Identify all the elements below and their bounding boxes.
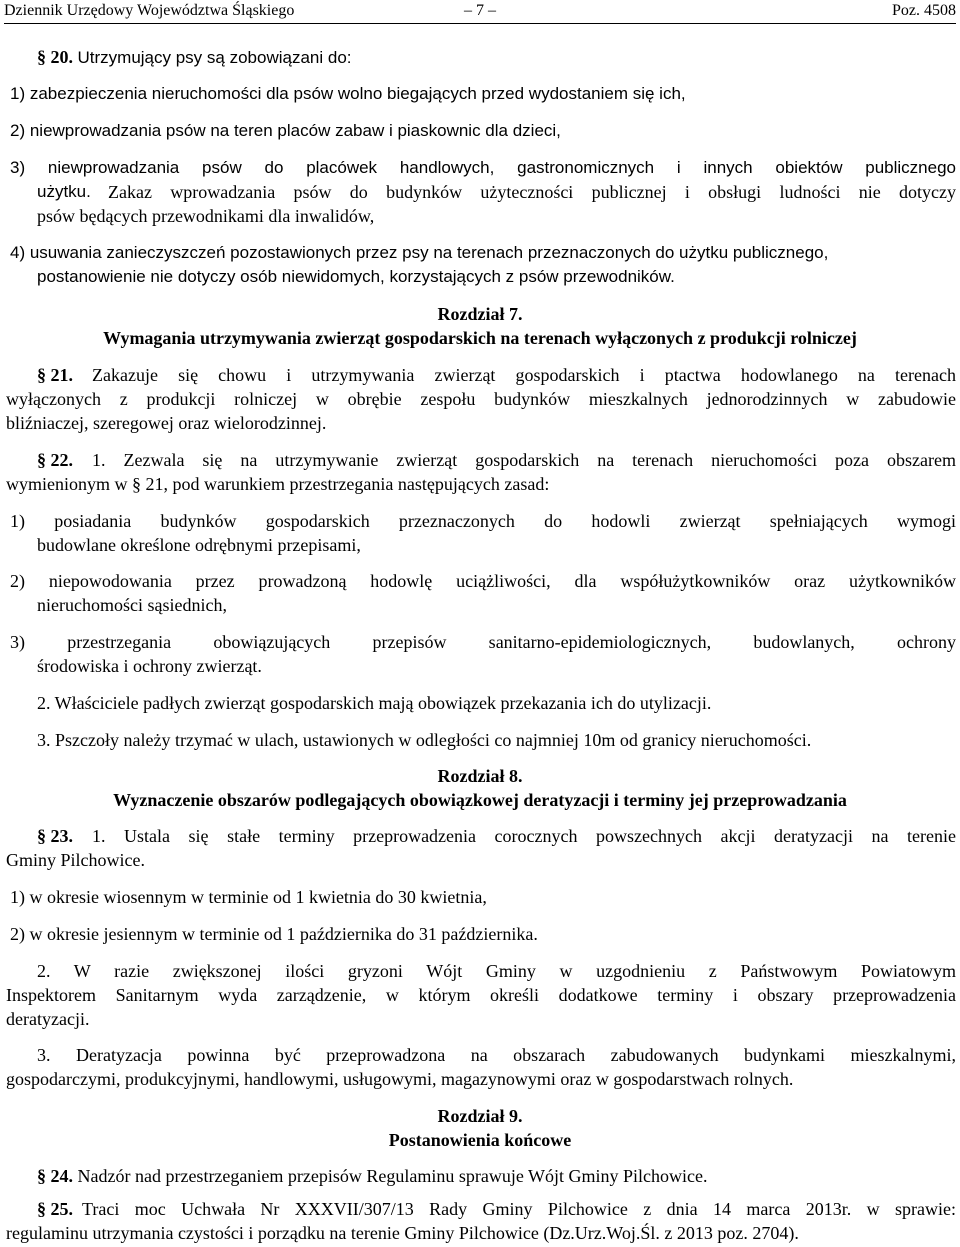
- paragraph-24-text: Nadzór nad przestrzeganiem przepisów Regulaminu sprawuje Wójt Gminy Pilchowice.: [77, 1166, 708, 1186]
- page-header: [4, 1, 956, 24]
- paragraph-23-item-1: 1) w okresie wiosennym w terminie od 1 kwietnia do 30 kwietnia,: [10, 887, 487, 907]
- paragraph-21-line-3: bliźniaczej, szeregowej oraz wielorodzinnej.: [6, 413, 327, 433]
- paragraph-22-item-2-line-2: nieruchomości sąsiednich,: [37, 595, 227, 615]
- paragraph-25-line-1: Traci moc Uchwała Nr XXXVII/307/13 Rady Gminy Pilchowice z dnia 14 marca 2013r. w sprawie:: [82, 1199, 956, 1219]
- paragraph-22-section-2: 2. Właściciele padłych zwierząt gospodarskich mają obowiązek przekazania ich do utylizacji.: [37, 693, 712, 713]
- paragraph-21-number-line: [37, 363, 73, 387]
- paragraph-21-line-2: wyłączonych z produkcji rolniczej w obrębie zespołu budynków mieszkalnych jednorodzinnych w zabudowie: [6, 389, 956, 409]
- paragraph-23-section-2-line-2: Inspektorem Sanitarnym wyda zarządzenie, w którym określi dodatkowe terminy i obszary przeprowadzenia: [6, 985, 956, 1005]
- paragraph-20-item-3-line-2a: użytku.: [37, 182, 91, 201]
- paragraph-22-item-3-line-1: 3) przestrzegania obowiązujących przepisów sanitarno-epidemiologicznych, budowlanych, ochrony: [10, 632, 956, 652]
- position-number: Poz. 4508: [892, 2, 956, 19]
- paragraph-21-line-1: Zakazuje się chowu i utrzymywania zwierząt gospodarskich i ptactwa hodowlanego na terenach: [92, 365, 956, 385]
- paragraph-21-number: § 21.: [37, 365, 73, 385]
- paragraph-20-item-4-line-2: postanowienie nie dotyczy osób niewidomych, korzystających z psów przewodników.: [37, 267, 675, 286]
- paragraph-23-number: § 23.: [37, 826, 73, 846]
- paragraph-23-number-line: [37, 824, 73, 848]
- paragraph-23-item-2: 2) w okresie jesiennym w terminie od 1 października do 31 października.: [10, 924, 538, 944]
- paragraph-24: [37, 1164, 707, 1188]
- paragraph-23-section-2-line-1: 2. W razie zwiększonej ilości gryzoni Wójt Gminy w uzgodnieniu z Państwowym Powiatowym: [37, 961, 956, 981]
- chapter-8-subtitle: Wyznaczenie obszarów podlegających obowiązkowej deratyzacji i terminy jej przeprowadzania: [113, 790, 847, 810]
- chapter-9-title: Rozdział 9.: [437, 1106, 523, 1126]
- paragraph-20-item-3-line-2b: Zakaz wprowadzania psów do budynków użyteczności publicznej i obsługi ludności nie dotyczy: [108, 182, 956, 202]
- page-number: – 7 –: [464, 2, 496, 19]
- paragraph-20-item-3-line-3: psów będących przewodnikami dla inwalidów,: [37, 206, 375, 226]
- paragraph-23-section-3-line-2: gospodarczymi, produkcyjnymi, handlowymi, usługowymi, magazynowymi oraz w gospodarstwach rolnych.: [6, 1069, 794, 1089]
- paragraph-22-item-3-line-2: środowiska i ochrony zwierząt.: [37, 656, 262, 676]
- chapter-8-title: Rozdział 8.: [437, 766, 523, 786]
- paragraph-20-item-3-line-1: 3) niewprowadzania psów do placówek handlowych, gastronomicznych i innych obiektów publicznego: [10, 158, 956, 177]
- paragraph-23-line-2: Gminy Pilchowice.: [6, 850, 145, 870]
- paragraph-22-item-1-line-1: 1) posiadania budynków gospodarskich przeznaczonych do hodowli zwierząt spełniających wymogi: [10, 511, 956, 531]
- paragraph-23-section-2-line-3: deratyzacji.: [6, 1009, 90, 1029]
- paragraph-22-section-3: 3. Pszczoły należy trzymać w ulach, ustawionych w odległości co najmniej 10m od granicy nieruchomości.: [37, 730, 812, 750]
- paragraph-20-item-2: 2) niewprowadzania psów na teren placów zabaw i piaskownic dla dzieci,: [10, 121, 561, 140]
- chapter-9-subtitle: Postanowienia końcowe: [388, 1130, 572, 1150]
- paragraph-24-number: § 24.: [37, 1166, 73, 1186]
- paragraph-22-line-1: 1. Zezwala się na utrzymywanie zwierząt gospodarskich na terenach nieruchomości poza obszarem: [92, 450, 956, 470]
- paragraph-23-line-1: 1. Ustala się stałe terminy przeprowadzenia corocznych powszechnych akcji deratyzacji na terenie: [92, 826, 956, 846]
- paragraph-25-number-line: [37, 1197, 73, 1221]
- paragraph-25-number: § 25.: [37, 1199, 73, 1219]
- paragraph-22-number-line: [37, 448, 73, 472]
- chapter-7-subtitle: Wymagania utrzymywania zwierząt gospodarskich na terenach wyłączonych z produkcji rolniczej: [103, 328, 857, 348]
- paragraph-20-item-4-line-1: 4) usuwania zanieczyszczeń pozostawionych przez psy na terenach przeznaczonych do użytku publicznego,: [10, 243, 829, 262]
- paragraph-22-item-2-line-1: 2) niepowodowania przez prowadzoną hodowlę uciążliwości, dla współużytkowników oraz użytkowników: [10, 571, 956, 591]
- paragraph-23-section-3-line-1: 3. Deratyzacja powinna być przeprowadzona na obszarach zabudowanych budynkami mieszkalnymi,: [37, 1045, 956, 1065]
- paragraph-20-intro: § 20. Utrzymujący psy są zobowiązani do:: [37, 47, 352, 67]
- journal-title: Dziennik Urzędowy Województwa Śląskiego: [4, 2, 295, 19]
- paragraph-20-number: § 20.: [37, 47, 73, 67]
- paragraph-22-number: § 22.: [37, 450, 73, 470]
- paragraph-25-line-2: regulaminu utrzymania czystości i porządku na terenie Gminy Pilchowice (Dz.Urz.Woj.Śl. z 2013 poz. 2704).: [6, 1223, 799, 1243]
- chapter-7-title: Rozdział 7.: [437, 304, 523, 324]
- paragraph-22-line-2: wymienionym w § 21, pod warunkiem przestrzegania następujących zasad:: [6, 474, 550, 494]
- paragraph-20-item-1: 1) zabezpieczenia nieruchomości dla psów wolno biegających przed wydostaniem się ich,: [10, 84, 686, 103]
- paragraph-22-item-1-line-2: budowlane określone odrębnymi przepisami,: [37, 535, 361, 555]
